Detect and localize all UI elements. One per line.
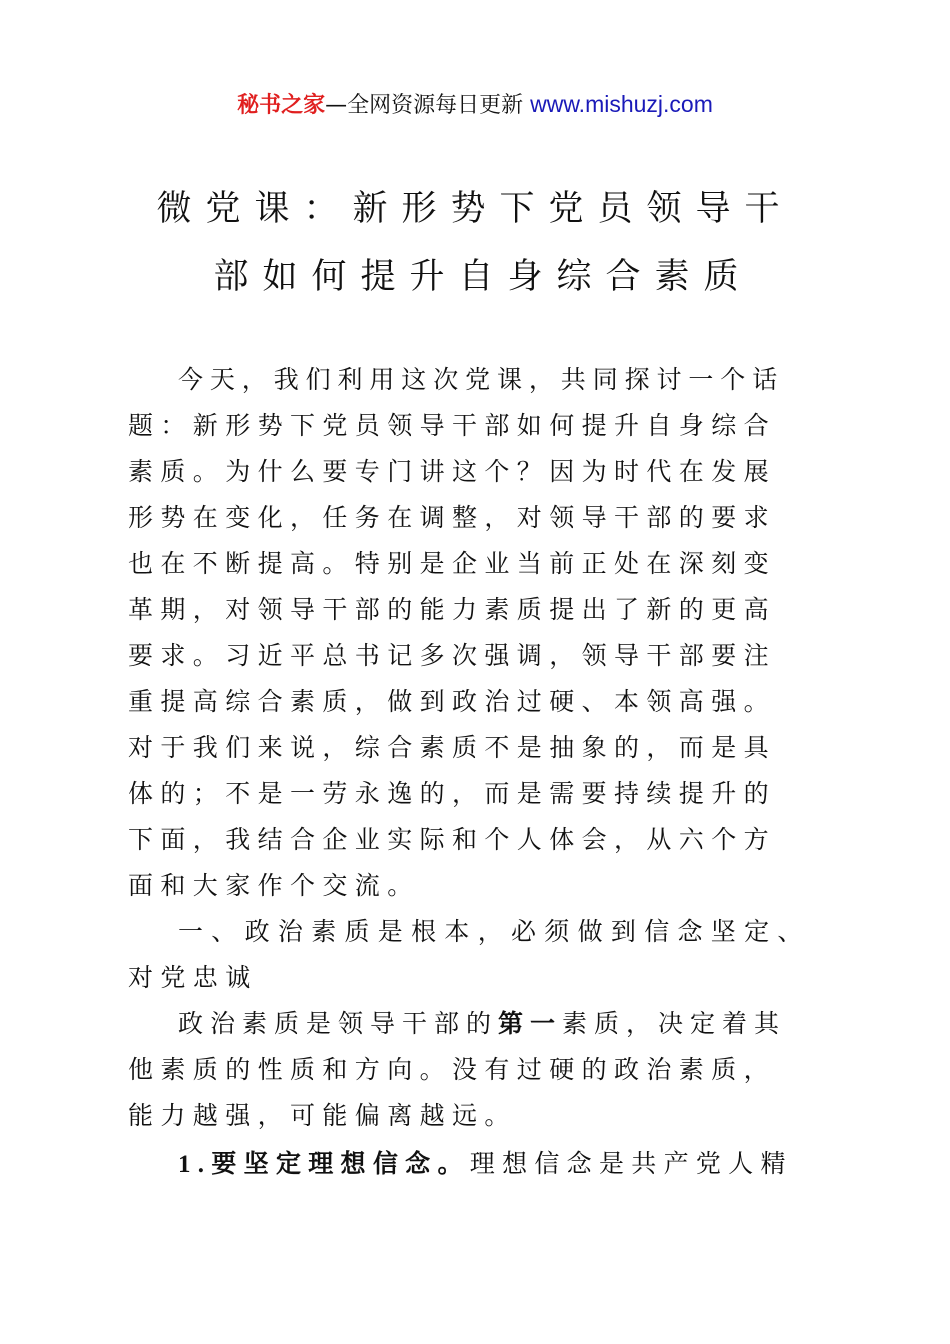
paragraph-line: 题：新形势下党员领导干部如何提升自身综合 — [128, 411, 777, 440]
item-text: 理想信念是共产党人精 — [469, 1149, 793, 1178]
paragraph-line: 体的；不是一劳永逸的，而是需要持续提升的 — [128, 779, 777, 808]
document-title-line-1: 微党课：新形势下党员领导干 — [156, 189, 794, 229]
section-heading-line: 一、政治素质是根本，必须做到信念坚定、 — [178, 917, 811, 946]
paragraph-line: 今天，我们利用这次党课，共同探讨一个话 — [178, 365, 785, 394]
paragraph-line: 对于我们来说，综合素质不是抽象的，而是具 — [128, 733, 777, 762]
header-tagline: —全网资源每日更新 — [325, 93, 524, 118]
brand-name: 秘书之家 — [237, 93, 326, 118]
section-heading-line: 对党忠诚 — [128, 963, 258, 992]
item-number: 1. — [178, 1151, 212, 1178]
paragraph-line — [178, 1006, 878, 1042]
paragraph-line: 形势在变化，任务在调整，对领导干部的要求 — [128, 503, 777, 532]
paragraph-line: 他素质的性质和方向。没有过硬的政治素质， — [128, 1055, 777, 1084]
document-title-line-2: 部如何提升自身综合素质 — [213, 257, 753, 297]
numbered-item — [178, 1146, 878, 1183]
paragraph-line: 素质。为什么要专门讲这个？因为时代在发展 — [128, 457, 777, 486]
item-heading: 要坚定理想信念。 — [211, 1149, 470, 1178]
paragraph-text: 政治素质是领导干部的 — [178, 1009, 499, 1038]
paragraph-line: 也在不断提高。特别是企业当前正处在深刻变 — [128, 549, 777, 578]
paragraph-line: 革期，对领导干部的能力素质提出了新的更高 — [128, 595, 777, 624]
paragraph-line: 能力越强，可能偏离越远。 — [128, 1101, 517, 1130]
site-header — [0, 88, 950, 122]
paragraph-text: 素质，决定着其 — [562, 1009, 787, 1038]
emphasis-text: 第一 — [498, 1009, 563, 1038]
paragraph-line: 要求。习近平总书记多次强调，领导干部要注 — [128, 641, 777, 670]
site-url-link[interactable]: www.mishuzj.com — [530, 91, 713, 117]
paragraph-line: 下面，我结合企业实际和个人体会，从六个方 — [128, 825, 777, 854]
paragraph-line: 重提高综合素质，做到政治过硬、本领高强。 — [128, 687, 777, 716]
paragraph-line: 面和大家作个交流。 — [128, 871, 420, 900]
